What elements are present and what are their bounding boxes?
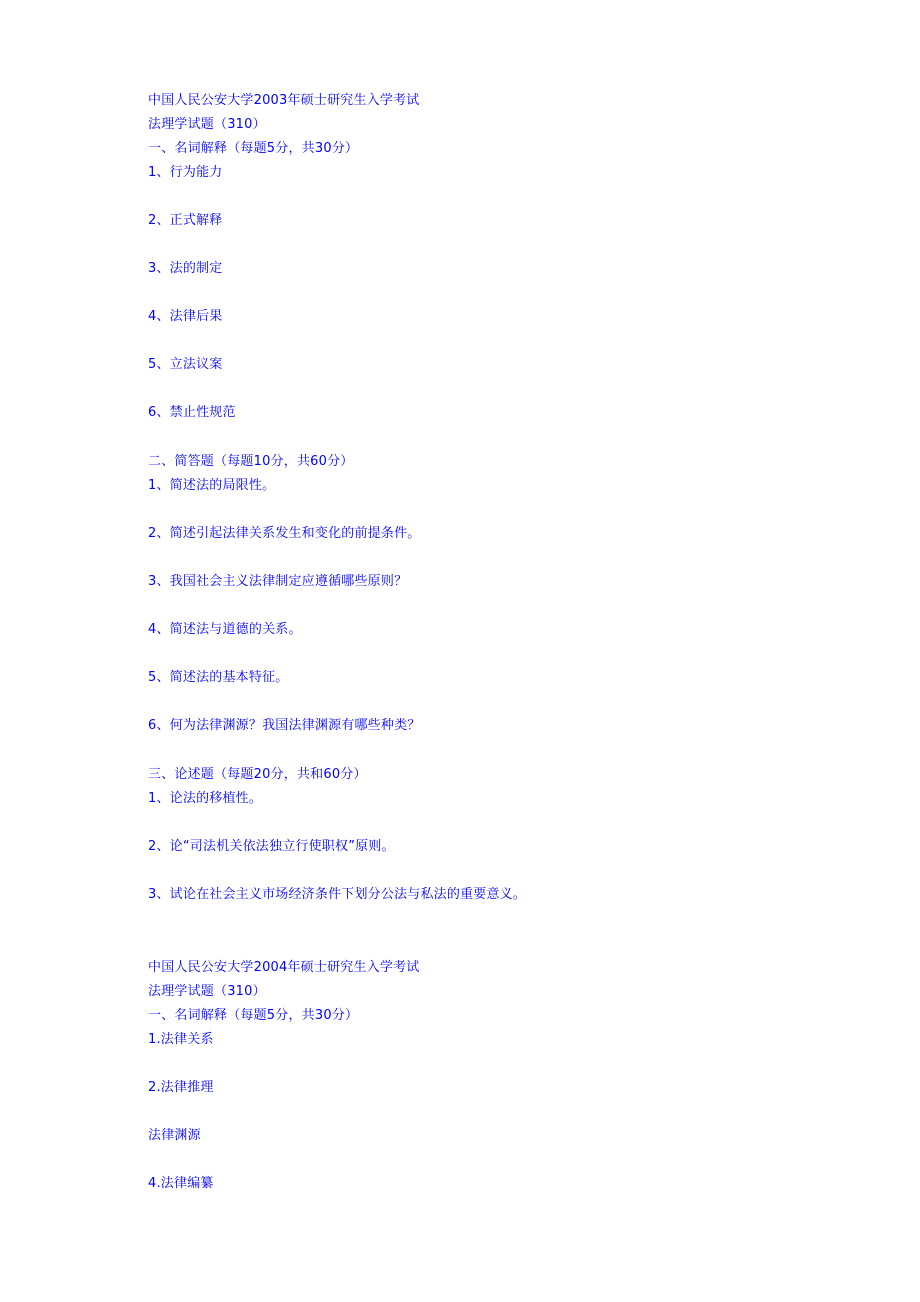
exam-2003-s2-item: 5、简述法的基本特征。 <box>148 670 289 685</box>
exam-2003-s3-item: 2、论“司法机关依法独立行使职权”原则。 <box>148 839 395 854</box>
exam-2003-section1-heading: 一、名词解释（每题5分，共30分） <box>148 141 359 156</box>
exam-2003-s2-item: 1、简述法的局限性。 <box>148 478 276 493</box>
exam-2004-section1-heading: 一、名词解释（每题5分，共30分） <box>148 1008 359 1023</box>
exam-2003-s1-item: 6、禁止性规范 <box>148 405 236 420</box>
exam-2003-s2-item: 6、何为法律渊源？我国法律渊源有哪些种类？ <box>148 718 421 733</box>
exam-2004-subject: 法理学试题（310） <box>148 984 266 999</box>
exam-2003-s1-item: 5、立法议案 <box>148 357 223 372</box>
exam-2003-title: 中国人民公安大学2003年硕士研究生入学考试 <box>148 93 420 108</box>
exam-2003-s3-item: 3、试论在社会主义市场经济条件下划分公法与私法的重要意义。 <box>148 887 527 902</box>
exam-2003-s1-item: 4、法律后果 <box>148 309 223 324</box>
exam-2003-s2-item: 2、简述引起法律关系发生和变化的前提条件。 <box>148 526 421 541</box>
exam-2004-s1-item: 4.法律编纂 <box>148 1176 214 1191</box>
exam-2003-section2-heading: 二、简答题（每题10分，共60分） <box>148 454 354 469</box>
exam-2003-subject: 法理学试题（310） <box>148 117 266 132</box>
exam-2003-s1-item: 3、法的制定 <box>148 261 223 276</box>
exam-2003-s1-item: 1、行为能力 <box>148 165 223 180</box>
exam-2003-s3-item: 1、论法的移植性。 <box>148 791 263 806</box>
exam-2004-s1-item: 1.法律关系 <box>148 1032 214 1047</box>
exam-2003-s2-item: 3、我国社会主义法律制定应遵循哪些原则？ <box>148 574 408 589</box>
exam-2004-s1-item: 法律渊源 <box>148 1128 201 1143</box>
exam-2003-section3-heading: 三、论述题（每题20分，共和60分） <box>148 767 367 782</box>
exam-2004-title: 中国人民公安大学2004年硕士研究生入学考试 <box>148 960 420 975</box>
exam-2003-s2-item: 4、简述法与道德的关系。 <box>148 622 302 637</box>
exam-2004-s1-item: 2.法律推理 <box>148 1080 214 1095</box>
exam-2003-s1-item: 2、正式解释 <box>148 213 223 228</box>
